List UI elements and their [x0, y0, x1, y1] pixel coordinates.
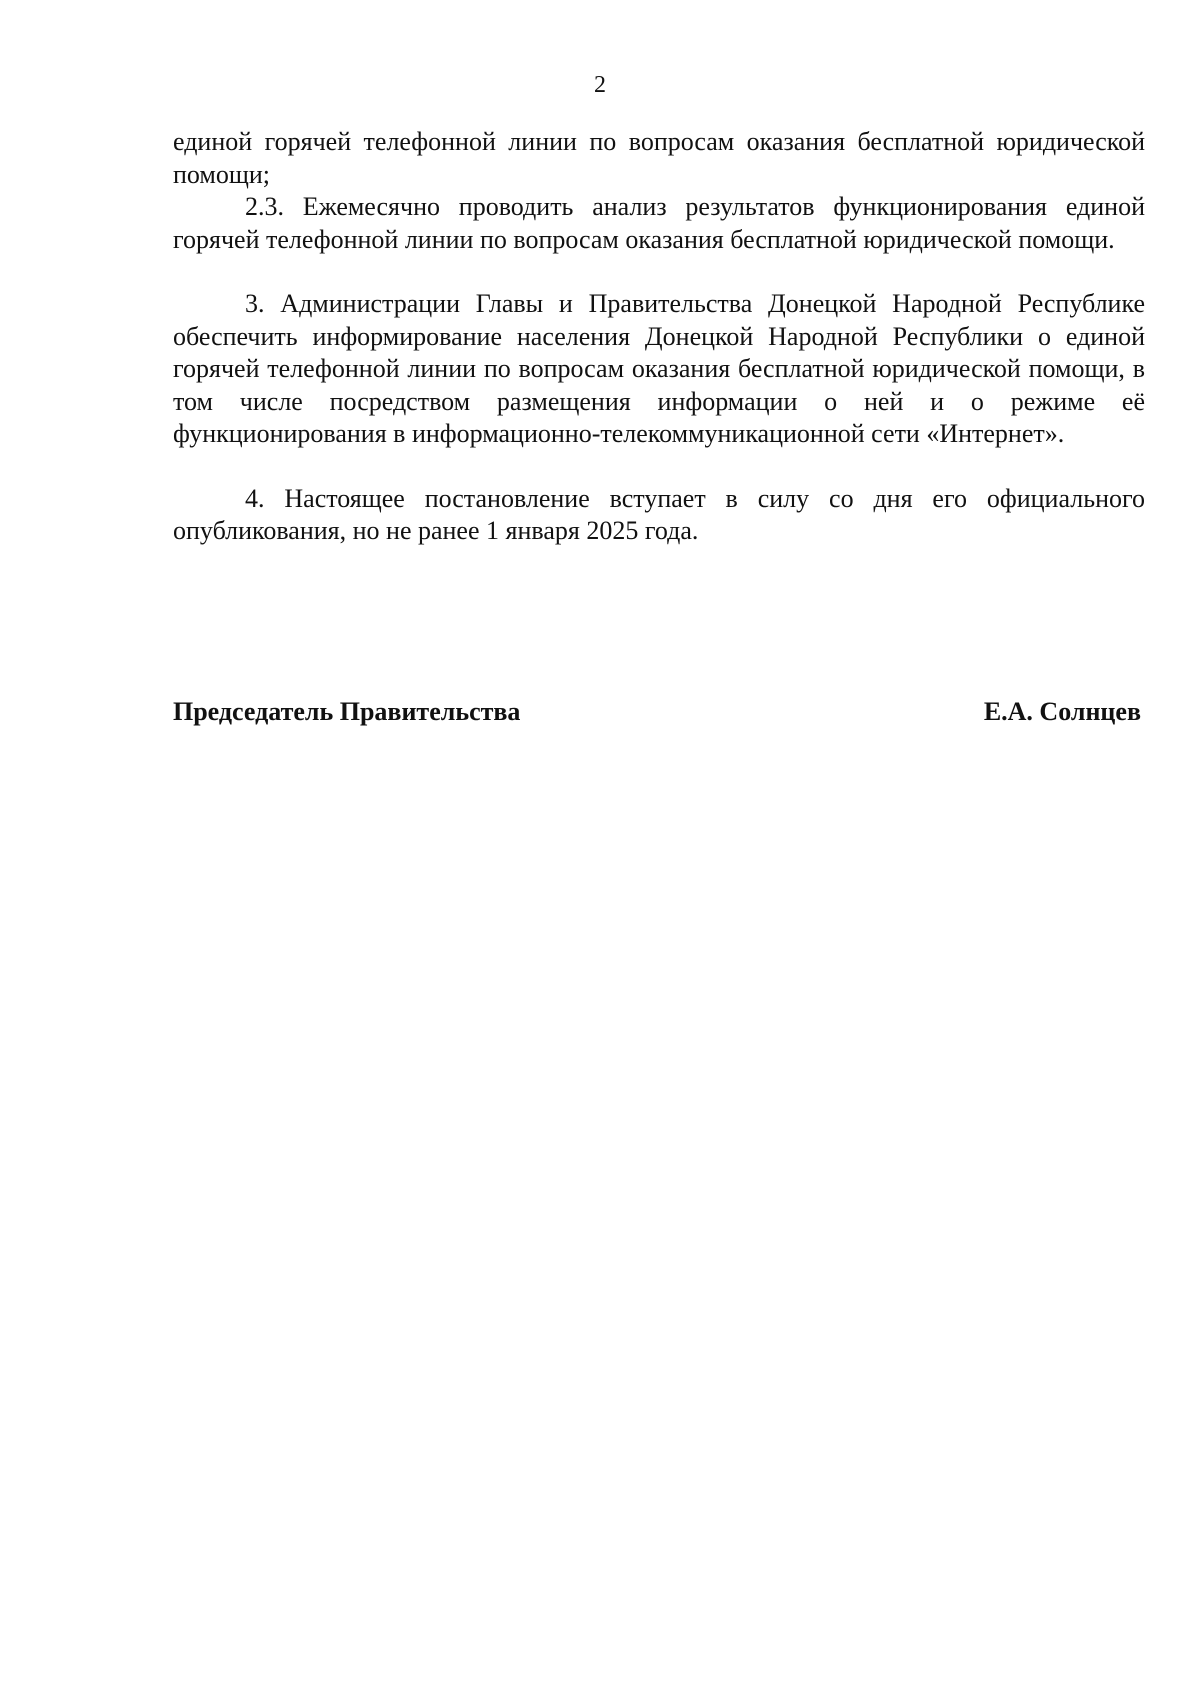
signatory-title: Председатель Правительства	[173, 697, 521, 726]
paragraph-2-3: 2.3. Ежемесячно проводить анализ результатов функционирования единой горячей телефонной линии по вопросам оказания бесплатной юридической помощи.	[173, 192, 1145, 254]
paragraph-4: 4. Настоящее постановление вступает в силу со дня его официального опубликования, но не ранее 1 января 2025 года.	[173, 483, 1145, 545]
paragraph-3: 3. Администрации Главы и Правительства Донецкой Народной Республике обеспечить информирование населения Донецкой Народной Республики о единой горячей телефонной линии по вопросам оказания бесплатной юридической помощи, в том числе посредством размещения информации о ней и о режиме её функционирования в информационно-телекоммуникационной сети «Интернет».	[173, 289, 1145, 448]
page-number: 2	[594, 72, 606, 98]
paragraph-continuation: единой горячей телефонной линии по вопросам оказания бесплатной юридической помощи;	[173, 127, 1145, 189]
document-body	[173, 126, 1145, 548]
signatory-name: Е.А. Солнцев	[983, 697, 1141, 726]
signature-block	[173, 696, 1141, 728]
